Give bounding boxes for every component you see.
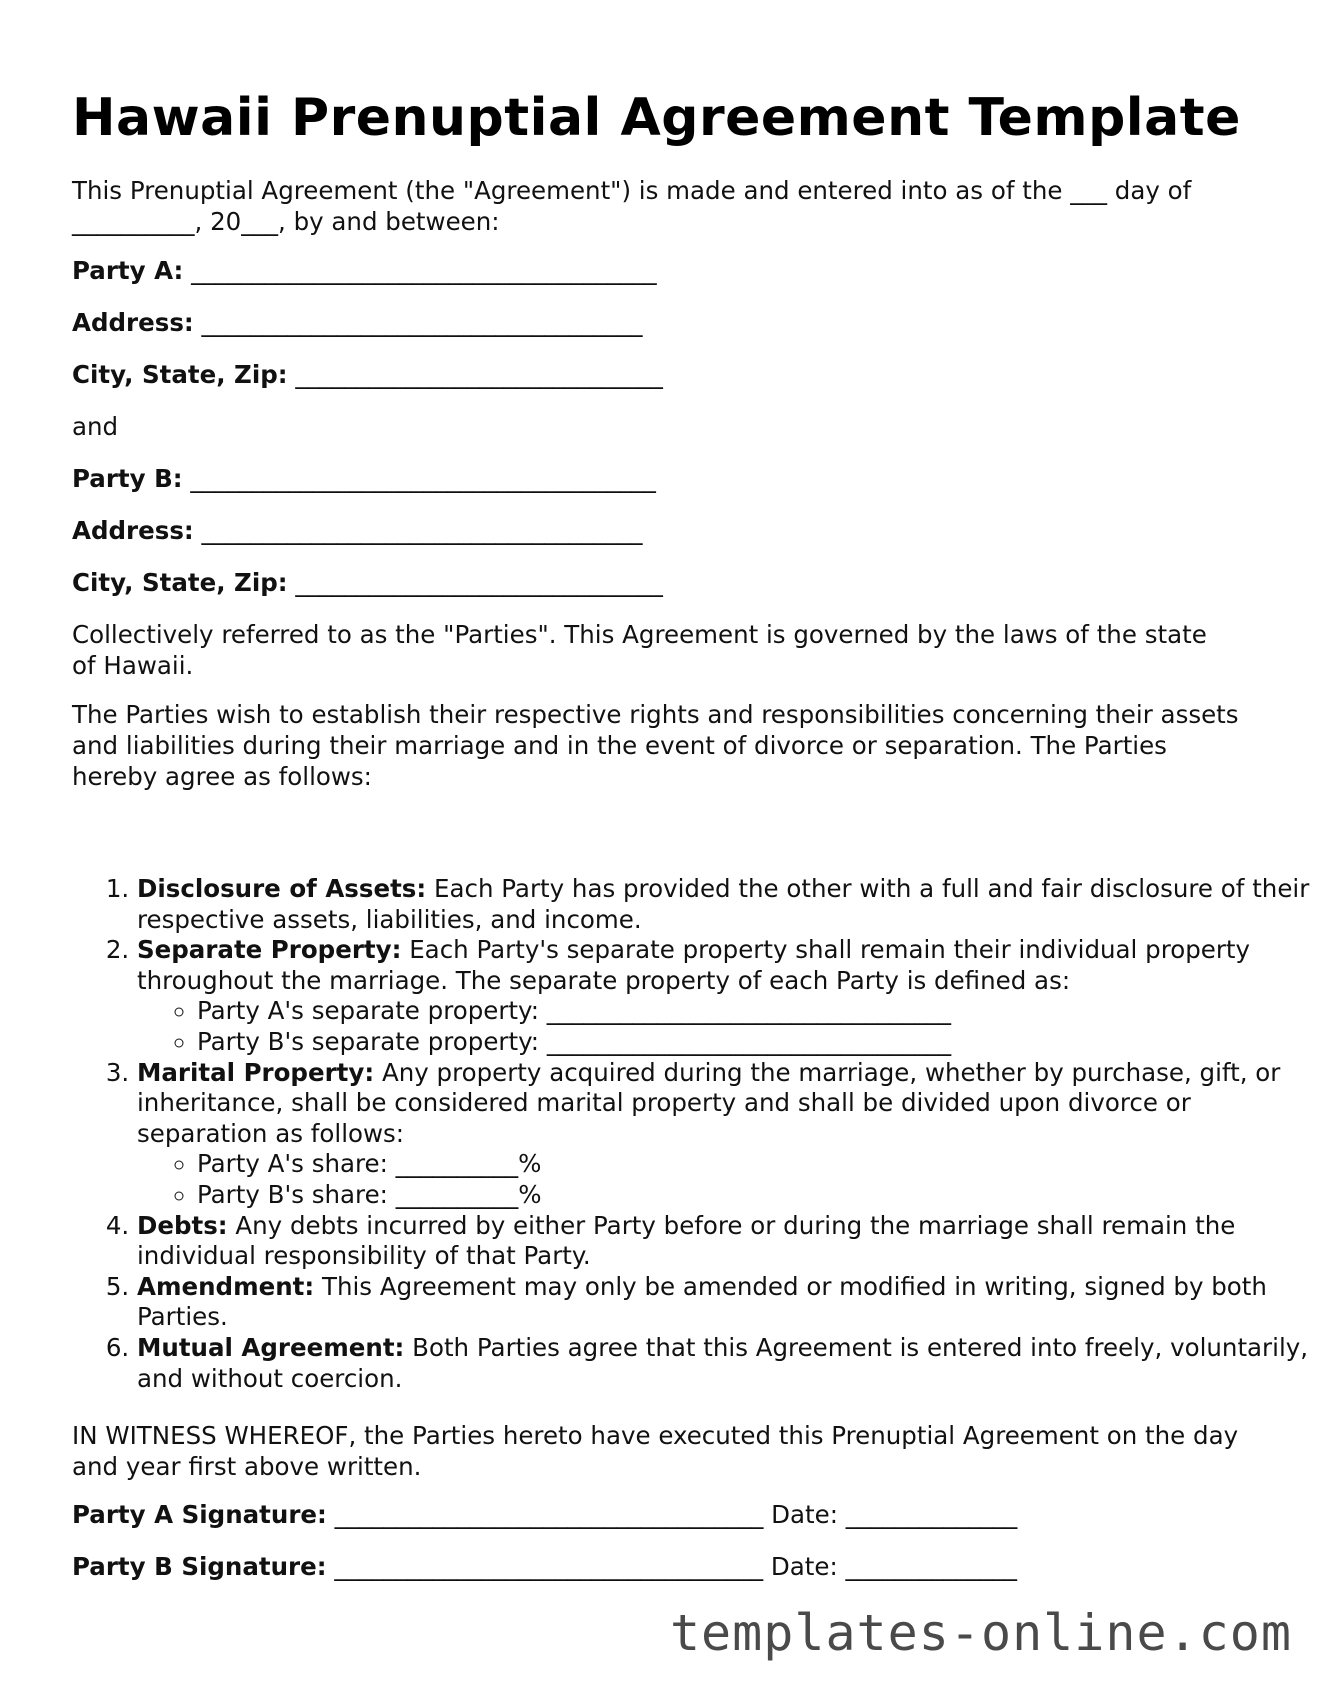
clause-item — [137, 935, 1317, 1057]
party-b-city-field — [72, 567, 663, 598]
party-b-name-label: Party B: — [72, 464, 183, 493]
clause-item — [137, 1272, 1317, 1333]
party-a-signature-blank: ___________________________________ — [334, 1500, 764, 1529]
collectively-paragraph: Collectively referred to as the "Parties". This Agreement is governed by the laws of the state of Hawaii. — [72, 620, 1207, 680]
purpose-paragraph: The Parties wish to establish their respective rights and responsibilities concerning their assets and liabilities during their marriage and in the event of divorce or separation. The Parties hereby agree as follows: — [72, 700, 1239, 791]
party-a-city-blank: ______________________________ — [295, 360, 663, 389]
clause-text: Any debts incurred by either Party before or during the marriage shall remain the individual responsibility of that Party. — [137, 1210, 1236, 1271]
party-b-signature-label: Party B Signature: — [72, 1552, 327, 1581]
sub-list — [137, 1149, 1317, 1210]
clause-heading: Mutual Agreement: — [137, 1332, 405, 1362]
sub-item: ◦ Party B's share: __________% — [197, 1180, 1317, 1211]
party-a-address-label: Address: — [72, 308, 194, 337]
party-b-city-blank: ______________________________ — [295, 568, 663, 597]
clause-text: Each Party has provided the other with a full and fair disclosure of their respective assets, liabilities, and income. — [137, 874, 1310, 934]
sub-list — [137, 996, 1317, 1057]
party-b-address-label: Address: — [72, 516, 194, 545]
clause-text: Each Party's separate property shall remain their individual property throughout the marriage. The separate property of each Party is defined as: — [137, 935, 1251, 995]
clauses-list — [72, 874, 1317, 1394]
clause-heading: Separate Property: — [137, 935, 402, 965]
clause-item — [137, 1333, 1317, 1394]
document-title: Hawaii Prenuptial Agreement Template — [72, 88, 1241, 148]
watermark-text: templates-online.com — [669, 1604, 1292, 1662]
sub-item: ◦ Party B's separate property: _________________________________ — [197, 1027, 1317, 1058]
clause-heading: Disclosure of Assets: — [137, 874, 427, 903]
clause-heading: Amendment: — [137, 1271, 315, 1301]
clause-heading: Marital Property: — [137, 1057, 375, 1087]
party-b-address-blank: ____________________________________ — [201, 516, 643, 545]
party-b-name-blank: ______________________________________ — [190, 464, 656, 493]
party-a-signature-line — [72, 1499, 1017, 1530]
party-a-address-field — [72, 307, 643, 338]
party-a-name-blank: ______________________________________ — [191, 256, 657, 285]
sub-item: ◦ Party A's separate property: _________________________________ — [197, 996, 1317, 1027]
party-a-city-field — [72, 359, 663, 390]
party-a-address-blank: ____________________________________ — [201, 308, 643, 337]
party-a-signature-label: Party A Signature: — [72, 1500, 327, 1529]
and-text: and — [72, 412, 119, 441]
party-a-date-label: Date: — [771, 1500, 838, 1529]
party-a-name-field — [72, 255, 657, 286]
party-a-city-label: City, State, Zip: — [72, 360, 288, 389]
party-b-signature-blank: ___________________________________ — [334, 1552, 764, 1581]
clause-text: This Agreement may only be amended or modified in writing, signed by both Parties. — [137, 1271, 1267, 1332]
party-a-date-blank: ______________ — [845, 1500, 1018, 1529]
clause-text: Both Parties agree that this Agreement is entered into freely, voluntarily, and without coercion. — [137, 1332, 1309, 1393]
party-b-address-field — [72, 515, 643, 546]
party-b-signature-line — [72, 1551, 1017, 1582]
party-a-name-label: Party A: — [72, 256, 184, 285]
clause-heading: Debts: — [137, 1210, 228, 1240]
clause-item — [137, 1058, 1317, 1211]
clause-item — [137, 1211, 1317, 1272]
clause-text: Any property acquired during the marriage, whether by purchase, gift, or inheritance, shall be considered marital property and shall be divided upon divorce or separation as follows: — [137, 1057, 1281, 1148]
party-b-city-label: City, State, Zip: — [72, 568, 288, 597]
party-b-name-field — [72, 463, 656, 494]
party-b-date-blank: ______________ — [845, 1552, 1018, 1581]
intro-paragraph: This Prenuptial Agreement (the "Agreement") is made and entered into as of the ___ day of __________, 20___, by and between: — [72, 176, 1192, 236]
sub-item: ◦ Party A's share: __________% — [197, 1149, 1317, 1180]
witness-paragraph: IN WITNESS WHEREOF, the Parties hereto have executed this Prenuptial Agreement on the day and year first above written. — [72, 1421, 1239, 1481]
clause-item — [137, 874, 1317, 935]
party-b-date-label: Date: — [770, 1552, 838, 1581]
